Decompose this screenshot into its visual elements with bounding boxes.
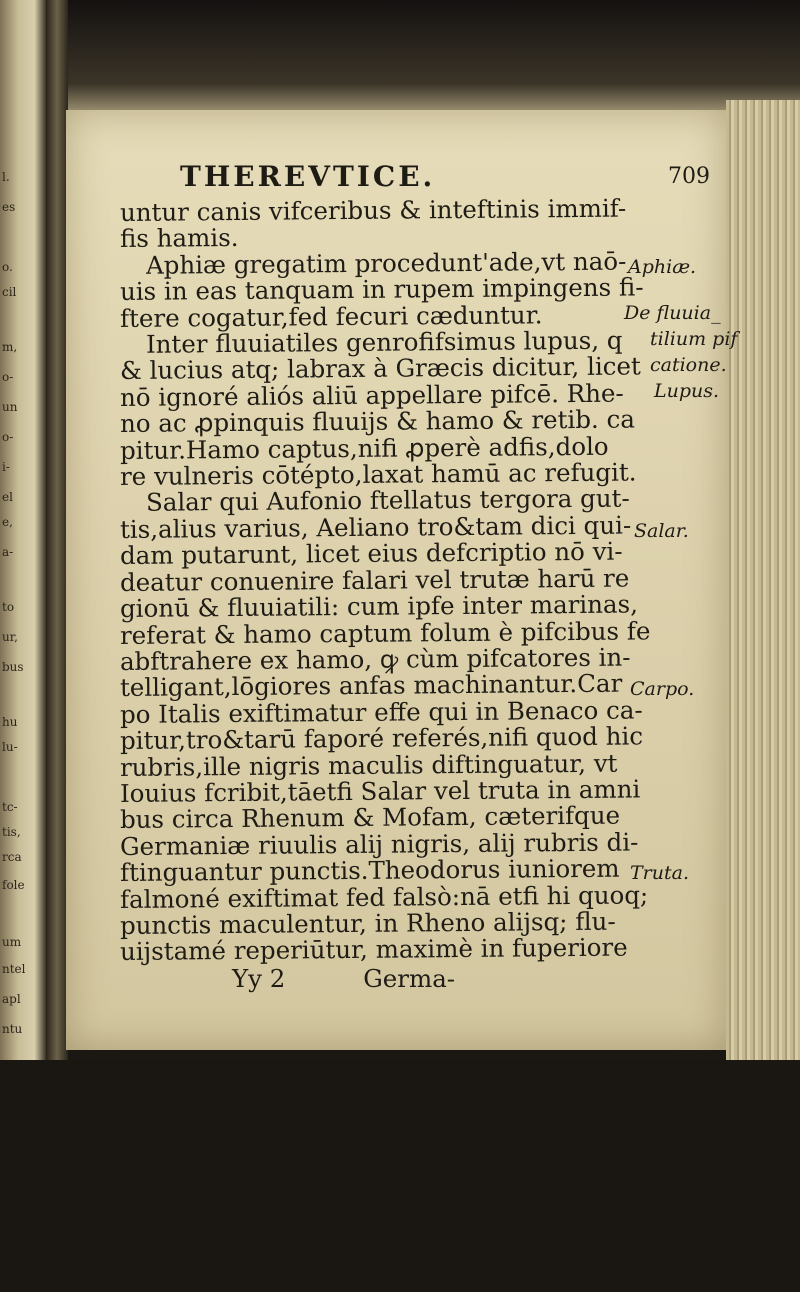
margin-note-lupus: Lupus. — [654, 380, 720, 402]
facing-page-fragment: cil — [2, 285, 17, 299]
text-line: abftrahere ex hamo, ꝙ cùm pifcatores in- — [119, 642, 631, 676]
facing-page-fragment: ntu — [2, 1022, 23, 1036]
facing-page-fragment: el — [2, 490, 13, 504]
text-line: Germaniæ riuulis alij nigris, alij rubris di- — [119, 827, 639, 861]
facing-page-fragment: l. — [2, 170, 10, 184]
margin-note-aphia: Aphiæ. — [628, 256, 697, 278]
facing-page-fragment: e, — [2, 515, 13, 529]
text-line: ftere cogatur,fed fecuri cæduntur. — [119, 299, 543, 333]
text-line: Aphiæ gregatim procedunt'ade,vt naō- — [145, 246, 627, 280]
signature-mark: Yy 2 — [232, 963, 286, 993]
facing-page-fragment: tis, — [2, 825, 21, 839]
text-line: Salar qui Aufonio ftellatus tergora gut- — [145, 484, 630, 518]
text-line: telligant,lōgiores anfas machinantur.Car — [119, 668, 623, 703]
facing-page-fragment: bus — [2, 660, 24, 674]
facing-page-fragment: fole — [2, 878, 25, 892]
text-line: re vulneris cōtépto,laxat hamū ac refugit. — [119, 457, 637, 492]
catchline — [120, 963, 620, 993]
text-line: bus circa Rhenum & Mofam, cæterifque — [119, 800, 621, 835]
page-edges — [726, 100, 800, 1060]
text-line: po Italis exiftimatur effe qui in Benaco ca- — [119, 695, 643, 729]
facing-page-fragment: o. — [2, 260, 13, 274]
facing-page-fragment: un — [2, 400, 18, 414]
margin-note-salar: Salar. — [634, 520, 689, 542]
text-line: fis hamis. — [119, 223, 239, 254]
margin-note-de-fluuia: De fluuia_ — [624, 302, 721, 324]
book-gutter — [46, 0, 68, 1060]
text-line: uis in eas tanquam in rupem impingens fi- — [119, 272, 644, 307]
text-line: untur canis vifceribus & inteftinis immif- — [119, 193, 627, 227]
facing-page-fragment: ntel — [2, 962, 26, 976]
text-line: gionū & fluuiatili: cum ipfe inter marinas, — [119, 589, 639, 624]
facing-page-fragment: o- — [2, 370, 14, 384]
margin-note-catione: catione. — [650, 354, 727, 376]
text-line: pitur,tro&tarū faporé referés,nifi quod hic — [119, 721, 644, 756]
body-text — [119, 193, 651, 993]
text-line: ftinguantur punctis.Theodorus iuniorem — [119, 853, 620, 888]
page-header — [180, 160, 720, 200]
text-line: Inter fluuiatiles genrofifsimus lupus, q — [145, 325, 623, 359]
facing-page-fragment: apl — [2, 992, 21, 1006]
text-line: deatur conuenire falari vel trutæ harū re — [119, 563, 630, 597]
margin-note-truta: Truta. — [630, 862, 689, 884]
page-number: 709 — [668, 164, 710, 189]
facing-page-fragment: um — [2, 935, 22, 949]
text-line: uijstamé reperiūtur, maximè in fuperiore — [119, 932, 628, 967]
text-line: rubris,ille nigris maculis diftinguatur, vt — [119, 748, 618, 782]
facing-page-fragment: lu- — [2, 740, 18, 754]
facing-page-fragment: rca — [2, 850, 22, 864]
facing-page-fragment: tc- — [2, 800, 18, 814]
text-line: & lucius atq; labrax à Græcis dicitur, licet — [119, 351, 641, 386]
facing-page-fragment: o- — [2, 430, 14, 444]
margin-note-carpo: Carpo. — [630, 678, 695, 700]
background-top — [66, 0, 800, 120]
margin-note-tilium-pif: tilium pif — [650, 328, 738, 350]
running-title: THEREVTICE. — [180, 160, 436, 193]
facing-page-fragment: to — [2, 600, 15, 614]
text-line: no ac ꝓpinquis fluuijs & hamo & retib. ca — [119, 404, 635, 439]
text-line: tis,alius varius, Aeliano tro&tam dici qui- — [119, 510, 632, 544]
text-line: referat & hamo captum folum è pifcibus fe — [119, 615, 651, 650]
catchword: Germa- — [363, 963, 456, 993]
facing-page-fragment: ur, — [2, 630, 18, 644]
text-line: Iouius fcribit,tāetfi Salar vel truta in amni — [119, 774, 641, 808]
text-line: dam putarunt, licet eius defcriptio nō vi- — [119, 536, 623, 571]
facing-page-fragment: i- — [2, 460, 10, 474]
background-bottom — [0, 1060, 800, 1292]
text-line: pitur.Hamo captus,nifi ꝓperè adfis,dolo — [119, 431, 609, 465]
facing-page-fragment: m, — [2, 340, 18, 354]
facing-page-fragment: es — [2, 200, 16, 214]
facing-page-fragment: hu — [2, 715, 18, 729]
facing-page-edge — [0, 0, 46, 1060]
text-line: punctis maculentur, in Rheno alijsq; flu- — [119, 906, 616, 940]
text-line: falmoné exiftimat fed falsò:nā etfi hi quoq; — [119, 879, 649, 914]
text-line: nō ignoré aliós aliū appellare pifcē. Rhe- — [119, 378, 624, 412]
facing-page-fragment: a- — [2, 545, 14, 559]
